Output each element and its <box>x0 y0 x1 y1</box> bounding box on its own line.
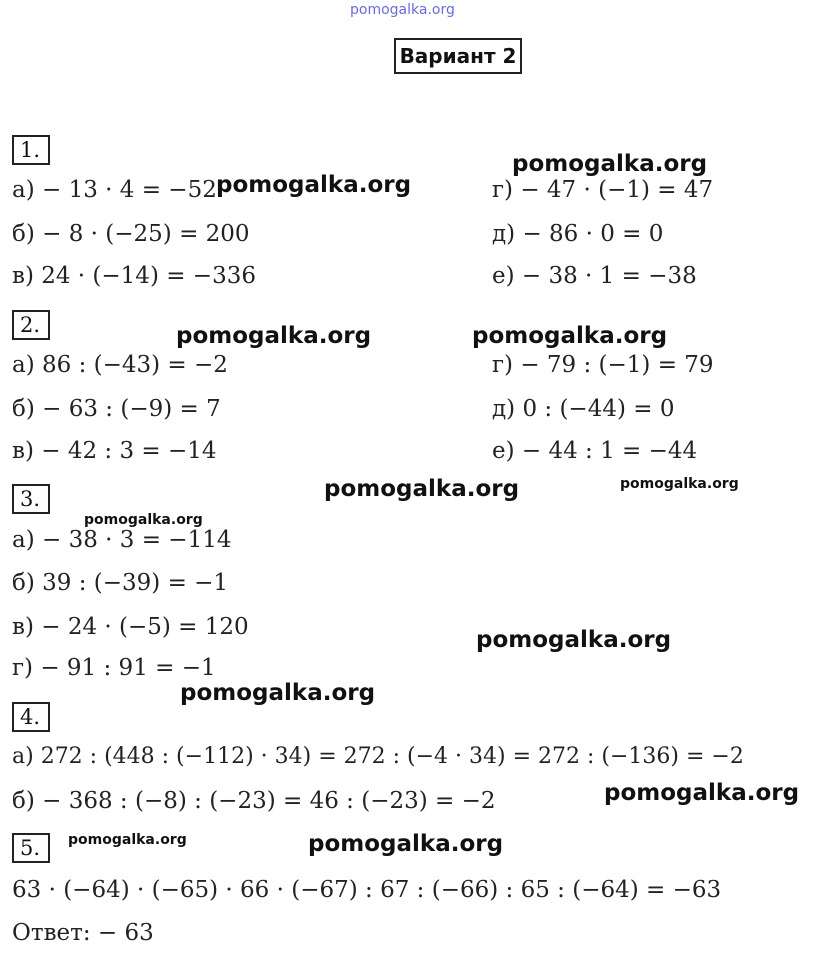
task-3-v: в) − 24 · (−5) = 120 <box>12 614 249 640</box>
task-1-b: б) − 8 · (−25) = 200 <box>12 221 250 247</box>
task-4-a: а) 272 : (448 : (−112) · 34) = 272 : (−4 · 34) = 272 : (−136) = −2 <box>12 744 744 769</box>
watermark: pomogalka.org <box>476 627 672 653</box>
watermark: pomogalka.org <box>512 151 708 177</box>
task-2-v: в) − 42 : 3 = −14 <box>12 438 217 464</box>
task-5-answer: Ответ: − 63 <box>12 920 154 946</box>
task-2-b: б) − 63 : (−9) = 7 <box>12 396 221 422</box>
task-4-number: 4. <box>12 702 50 732</box>
task-1-v: в) 24 · (−14) = −336 <box>12 263 256 289</box>
watermark: pomogalka.org <box>324 476 520 502</box>
watermark: pomogalka.org <box>68 832 187 848</box>
task-4-b: б) − 368 : (−8) : (−23) = 46 : (−23) = −2 <box>12 788 496 814</box>
task-1-g: г) − 47 · (−1) = 47 <box>492 177 714 203</box>
task-1-a: а) − 13 · 4 = −52 <box>12 177 217 203</box>
task-2-g: г) − 79 : (−1) = 79 <box>492 352 714 378</box>
task-3-a: а) − 38 · 3 = −114 <box>12 527 232 553</box>
watermark: pomogalka.org <box>84 512 203 528</box>
task-2-d: д) 0 : (−44) = 0 <box>492 396 675 422</box>
task-3-g: г) − 91 : 91 = −1 <box>12 655 216 681</box>
task-3-number: 3. <box>12 484 50 514</box>
page-title: Вариант 2 <box>399 44 517 68</box>
watermark: pomogalka.org <box>620 476 739 492</box>
task-2-e: е) − 44 : 1 = −44 <box>492 438 698 464</box>
task-1-d: д) − 86 · 0 = 0 <box>492 221 664 247</box>
task-2-a: а) 86 : (−43) = −2 <box>12 352 228 378</box>
watermark: pomogalka.org <box>308 831 504 857</box>
title-box <box>394 38 522 74</box>
watermark: pomogalka.org <box>472 323 668 349</box>
task-3-b: б) 39 : (−39) = −1 <box>12 570 229 596</box>
task-5-expression: 63 · (−64) · (−65) · 66 · (−67) : 67 : (−66) : 65 : (−64) = −63 <box>12 877 722 903</box>
task-2-number: 2. <box>12 310 50 340</box>
task-5-number: 5. <box>12 833 50 863</box>
watermark: pomogalka.org <box>176 323 372 349</box>
watermark: pomogalka.org <box>604 780 800 806</box>
watermark: pomogalka.org <box>180 680 376 706</box>
watermark-top: pomogalka.org <box>350 2 455 18</box>
task-1-e: е) − 38 · 1 = −38 <box>492 263 697 289</box>
task-1-number: 1. <box>12 135 50 165</box>
watermark: pomogalka.org <box>216 172 412 198</box>
